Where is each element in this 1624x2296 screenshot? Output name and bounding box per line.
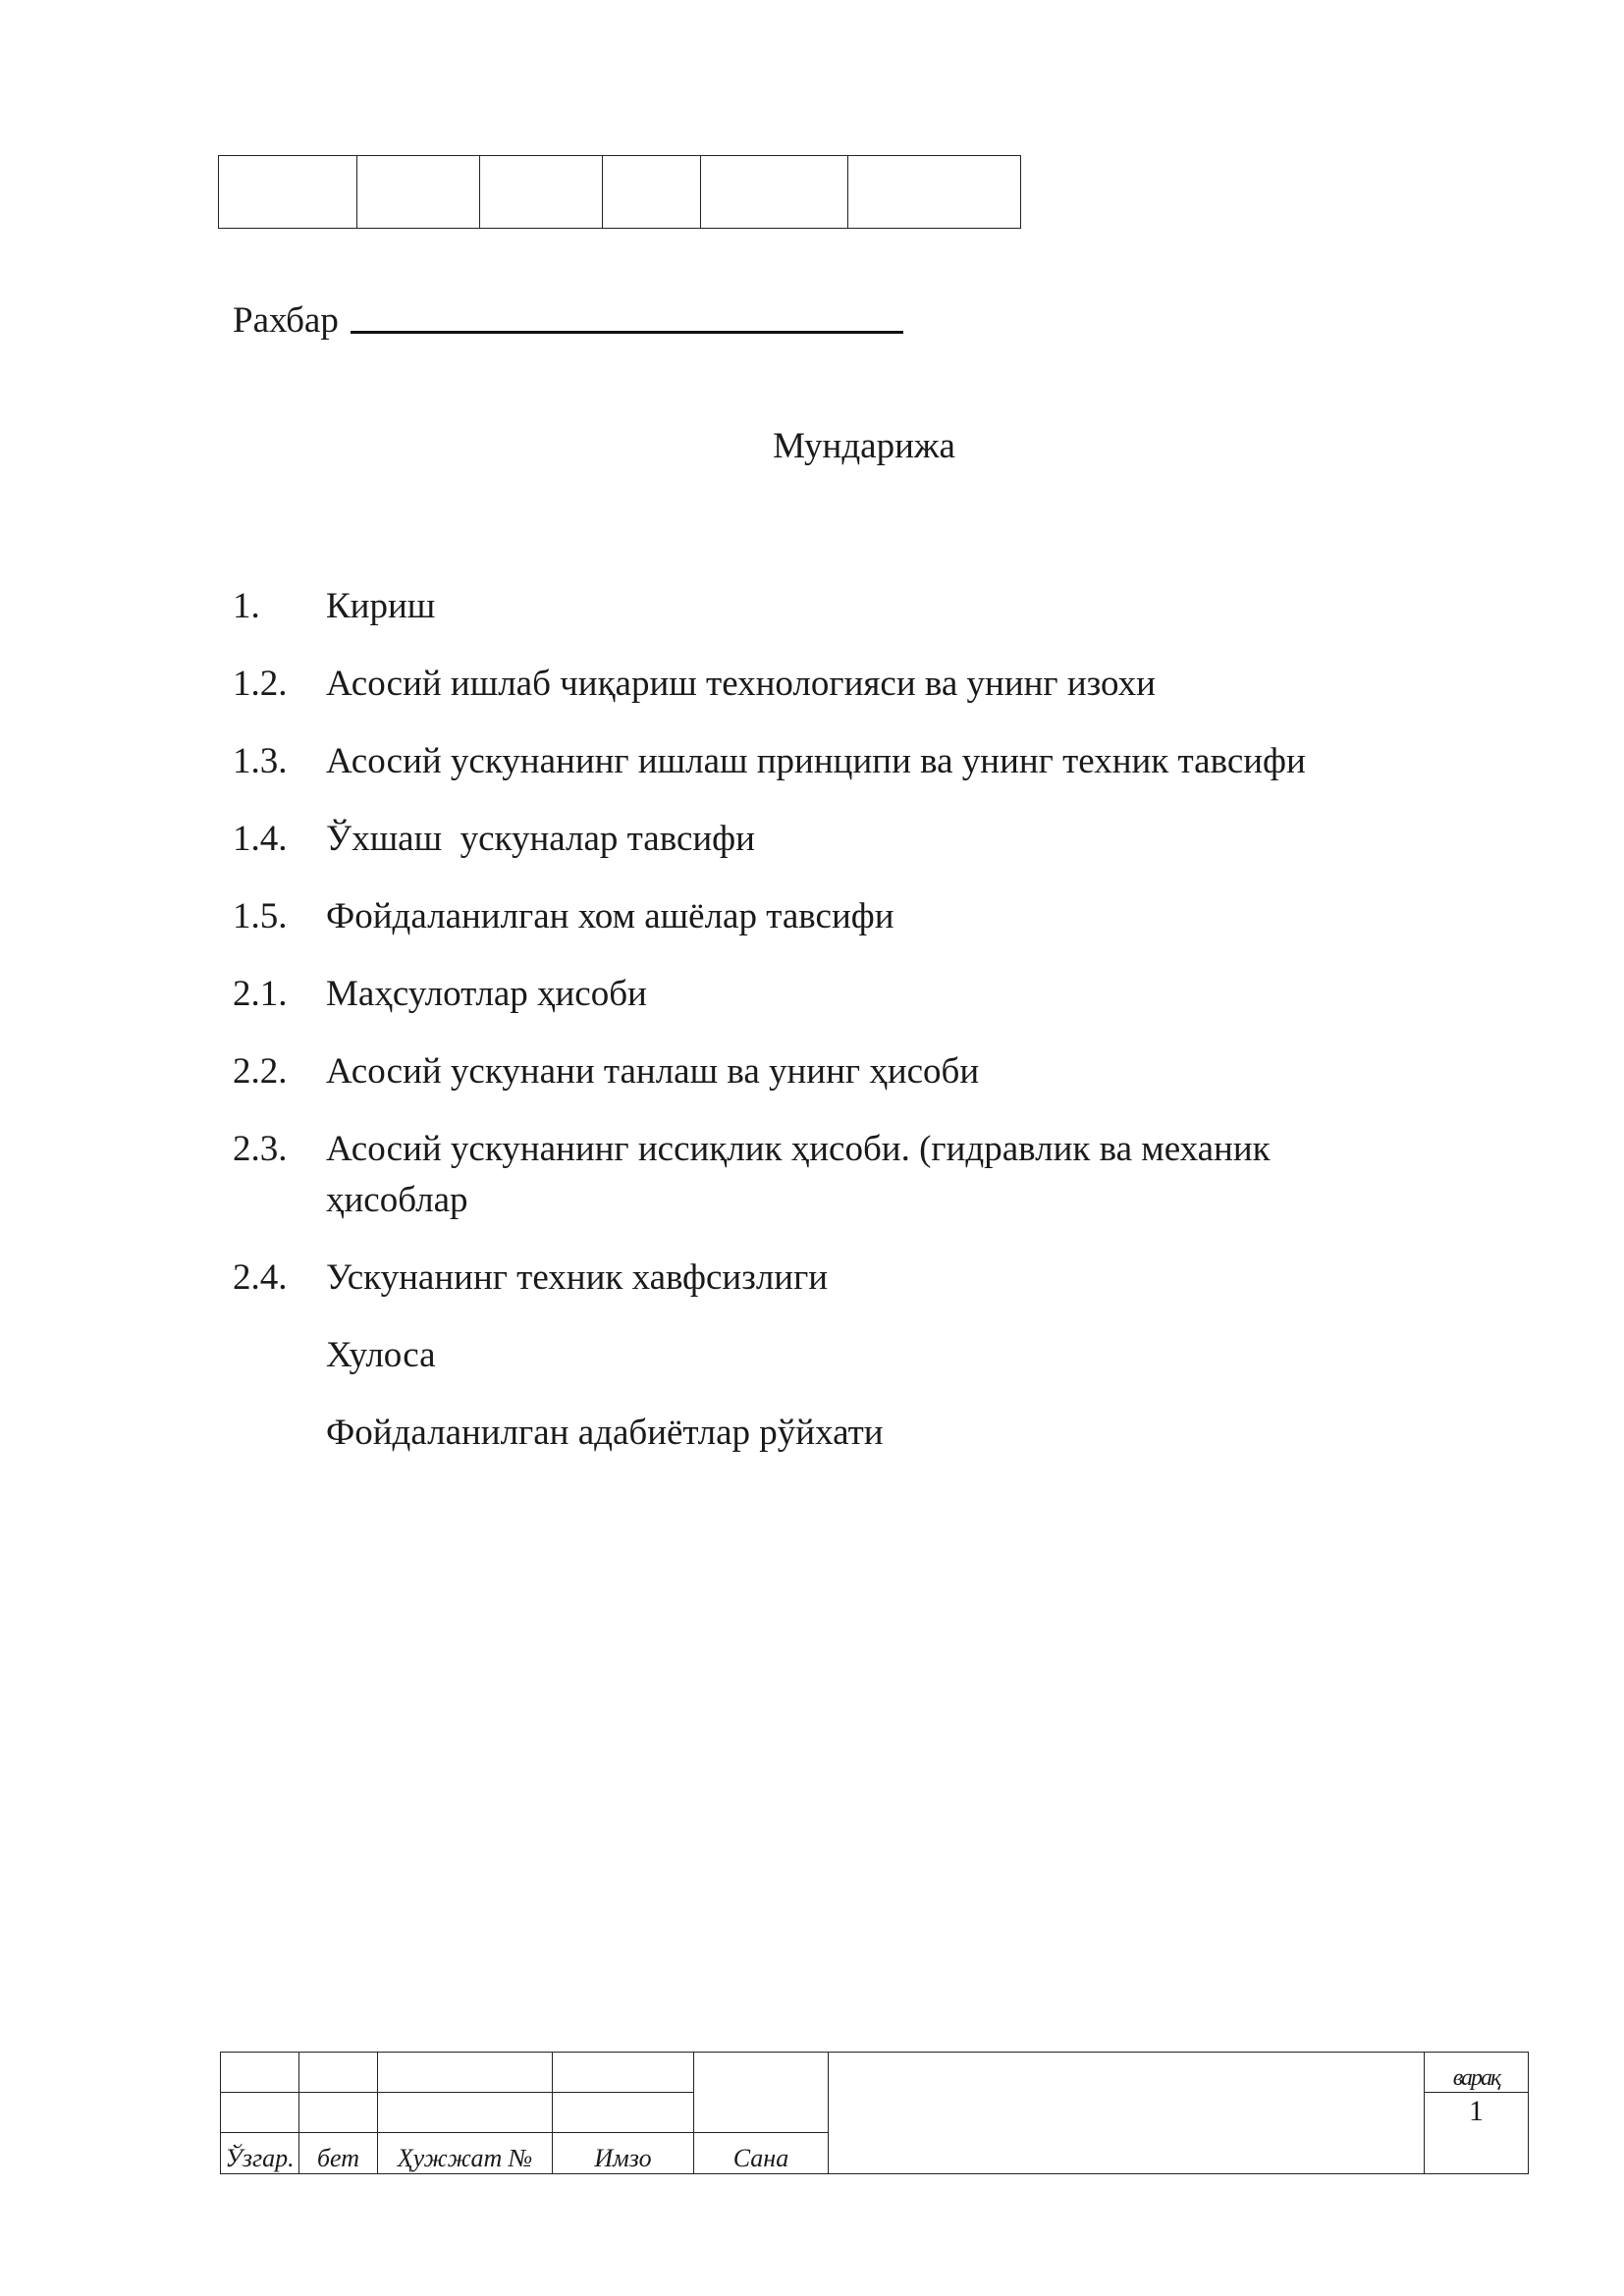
header-grid-cell — [219, 156, 357, 229]
toc-item-number: 1.2. — [233, 664, 288, 704]
supervisor-line — [233, 299, 903, 342]
stamp-col-date: Сана — [694, 2132, 829, 2173]
toc-item-number: 2.1. — [233, 974, 288, 1014]
stamp-col-page: бет — [299, 2132, 378, 2173]
toc-item-text: Ўхшаш ускуналар тавсифи — [326, 819, 755, 859]
title-block — [220, 2052, 1529, 2174]
table-of-contents — [233, 581, 1401, 1485]
toc-item — [233, 891, 1401, 942]
stamp-cell — [221, 2093, 299, 2132]
toc-item-number: 2.2. — [233, 1051, 288, 1092]
stamp-cell — [378, 2053, 553, 2093]
header-grid-cell — [480, 156, 603, 229]
stamp-title-area — [829, 2053, 1425, 2174]
stamp-cell — [221, 2053, 299, 2093]
stamp-cell — [553, 2093, 694, 2132]
toc-item-text: Кириш — [326, 586, 436, 626]
stamp-cell — [299, 2093, 378, 2132]
toc-item — [233, 659, 1401, 710]
toc-item — [233, 814, 1401, 865]
header-grid-cell — [848, 156, 1021, 229]
toc-item-text: Фойдаланилган адабиётлар рўйхати — [326, 1413, 884, 1453]
stamp-cell — [378, 2093, 553, 2132]
toc-item — [233, 1124, 1401, 1226]
toc-item-number: 1.5. — [233, 896, 288, 936]
toc-item-text: Маҳсулотлар ҳисоби — [326, 974, 647, 1014]
toc-item-text: Ускунанинг техник хавфсизлиги — [326, 1257, 829, 1298]
toc-item — [233, 1253, 1401, 1304]
stamp-col-doc-no: Ҳужжат № — [378, 2132, 553, 2173]
toc-item — [233, 736, 1401, 787]
toc-item-number: 1.4. — [233, 819, 288, 859]
sheet-number: 1 — [1425, 2093, 1529, 2174]
header-grid-cell — [701, 156, 848, 229]
toc-item-text: Асосий ишлаб чиқариш технологияси ва унинг изохи — [326, 664, 1156, 704]
toc-item-number: 2.3. — [233, 1129, 288, 1169]
toc-item — [233, 969, 1401, 1020]
stamp-col-change: Ўзгар. — [221, 2132, 299, 2173]
header-grid-cell — [603, 156, 701, 229]
toc-item — [233, 1046, 1401, 1097]
toc-item-text: Асосий ускунанинг иссиқлик ҳисоби. (гидравлик ва механик ҳисоблар — [326, 1129, 1271, 1220]
stamp-cell — [694, 2053, 829, 2133]
toc-item-text: Асосий ускунанинг ишлаш принципи ва унинг техник тавсифи — [326, 741, 1306, 781]
toc-item-number: 2.4. — [233, 1257, 288, 1298]
toc-item-text: Асосий ускунани танлаш ва унинг ҳисоби — [326, 1051, 980, 1092]
toc-item-number — [233, 1408, 326, 1459]
toc-item-number — [233, 1330, 326, 1381]
header-grid — [218, 155, 1021, 229]
header-grid-cell — [357, 156, 480, 229]
stamp-cell — [553, 2053, 694, 2093]
signature-underline — [351, 331, 903, 334]
toc-item-number: 1. — [233, 586, 260, 626]
toc-item-number: 1.3. — [233, 741, 288, 781]
supervisor-label: Рахбар — [233, 300, 339, 341]
toc-item — [233, 1330, 1401, 1381]
stamp-col-signature: Имзо — [553, 2132, 694, 2173]
toc-item-text: Хулоса — [326, 1335, 436, 1375]
page-title: Мундарижа — [773, 426, 955, 466]
stamp-cell — [299, 2053, 378, 2093]
toc-item — [233, 1408, 1401, 1459]
sheet-label: варақ — [1425, 2053, 1529, 2093]
toc-item — [233, 581, 1401, 632]
toc-item-text: Фойдаланилган хом ашёлар тавсифи — [326, 896, 894, 936]
